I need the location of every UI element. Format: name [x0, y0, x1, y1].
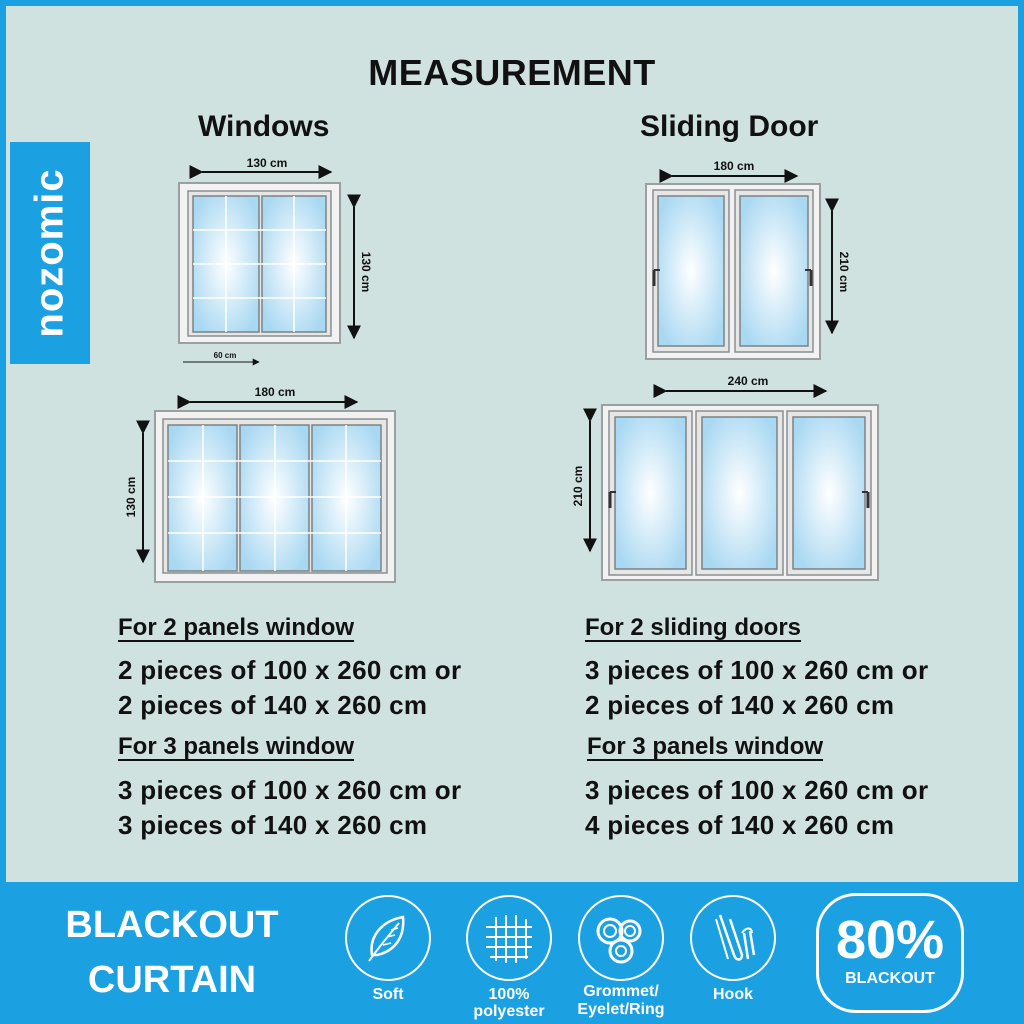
dim-label: 180 cm [713, 159, 755, 173]
feature-polyester-label-2: polyester [473, 1003, 545, 1020]
feature-grommet [578, 895, 664, 981]
window-3-panel-diagram [124, 385, 395, 582]
page-title: MEASUREMENT [368, 52, 656, 93]
dim-label: 240 cm [727, 374, 769, 388]
windows-2-panel-subheading: For 2 panels window [118, 614, 355, 641]
door-3-panel-diagram [571, 374, 878, 580]
doors-3-panel-line-2: 4 pieces of 140 x 260 cm [585, 810, 895, 840]
dim-label: 130 cm [359, 251, 373, 293]
door-2-panel-diagram [646, 159, 851, 359]
brand-logo: nozomic [27, 168, 72, 338]
sliding-door-heading: Sliding Door [640, 110, 819, 143]
leaf-icon [347, 897, 429, 979]
badge-text: BLACKOUT [845, 970, 935, 987]
dim-label: 180 cm [254, 385, 296, 399]
doors-2-panel-subheading: For 2 sliding doors [585, 614, 802, 641]
doors-3-panel-subheading: For 3 panels window [587, 733, 824, 760]
dim-label: 130 cm [246, 156, 288, 170]
doors-2-panel-line-2: 2 pieces of 140 x 260 cm [585, 690, 895, 720]
blackout-badge [816, 893, 964, 1013]
window-2-panel-diagram [179, 156, 373, 362]
windows-3-panel-line-2: 3 pieces of 140 x 260 cm [118, 810, 428, 840]
feature-polyester [466, 895, 552, 981]
doors-2-panel-line-1: 3 pieces of 100 x 260 cm or [585, 655, 929, 685]
windows-3-panel-subheading: For 3 panels window [118, 733, 355, 760]
feature-soft [345, 895, 431, 981]
rings-icon [580, 897, 662, 979]
hook-icon [692, 897, 774, 979]
footer-title-line-1: BLACKOUT [65, 904, 279, 946]
mesh-icon [468, 897, 550, 979]
dim-label: 60 cm [213, 351, 237, 360]
dim-label: 210 cm [837, 251, 851, 293]
dim-label: 130 cm [124, 476, 138, 518]
footer-title-line-2: CURTAIN [87, 959, 257, 1001]
feature-grommet-label-1: Grommet/ [583, 983, 659, 1000]
feature-soft-label: Soft [372, 986, 404, 1003]
doors-3-panel-line-1: 3 pieces of 100 x 260 cm or [585, 775, 929, 805]
feature-polyester-label-1: 100% [488, 986, 530, 1003]
windows-heading: Windows [198, 110, 330, 143]
windows-3-panel-line-1: 3 pieces of 100 x 260 cm or [118, 775, 462, 805]
windows-2-panel-line-2: 2 pieces of 140 x 260 cm [118, 690, 428, 720]
badge-percent: 80% [835, 910, 945, 970]
feature-grommet-label-2: Eyelet/Ring [577, 1001, 665, 1018]
windows-2-panel-line-1: 2 pieces of 100 x 260 cm or [118, 655, 462, 685]
feature-hook [690, 895, 776, 981]
feature-hook-label: Hook [713, 986, 753, 1003]
dim-label: 210 cm [571, 465, 585, 507]
